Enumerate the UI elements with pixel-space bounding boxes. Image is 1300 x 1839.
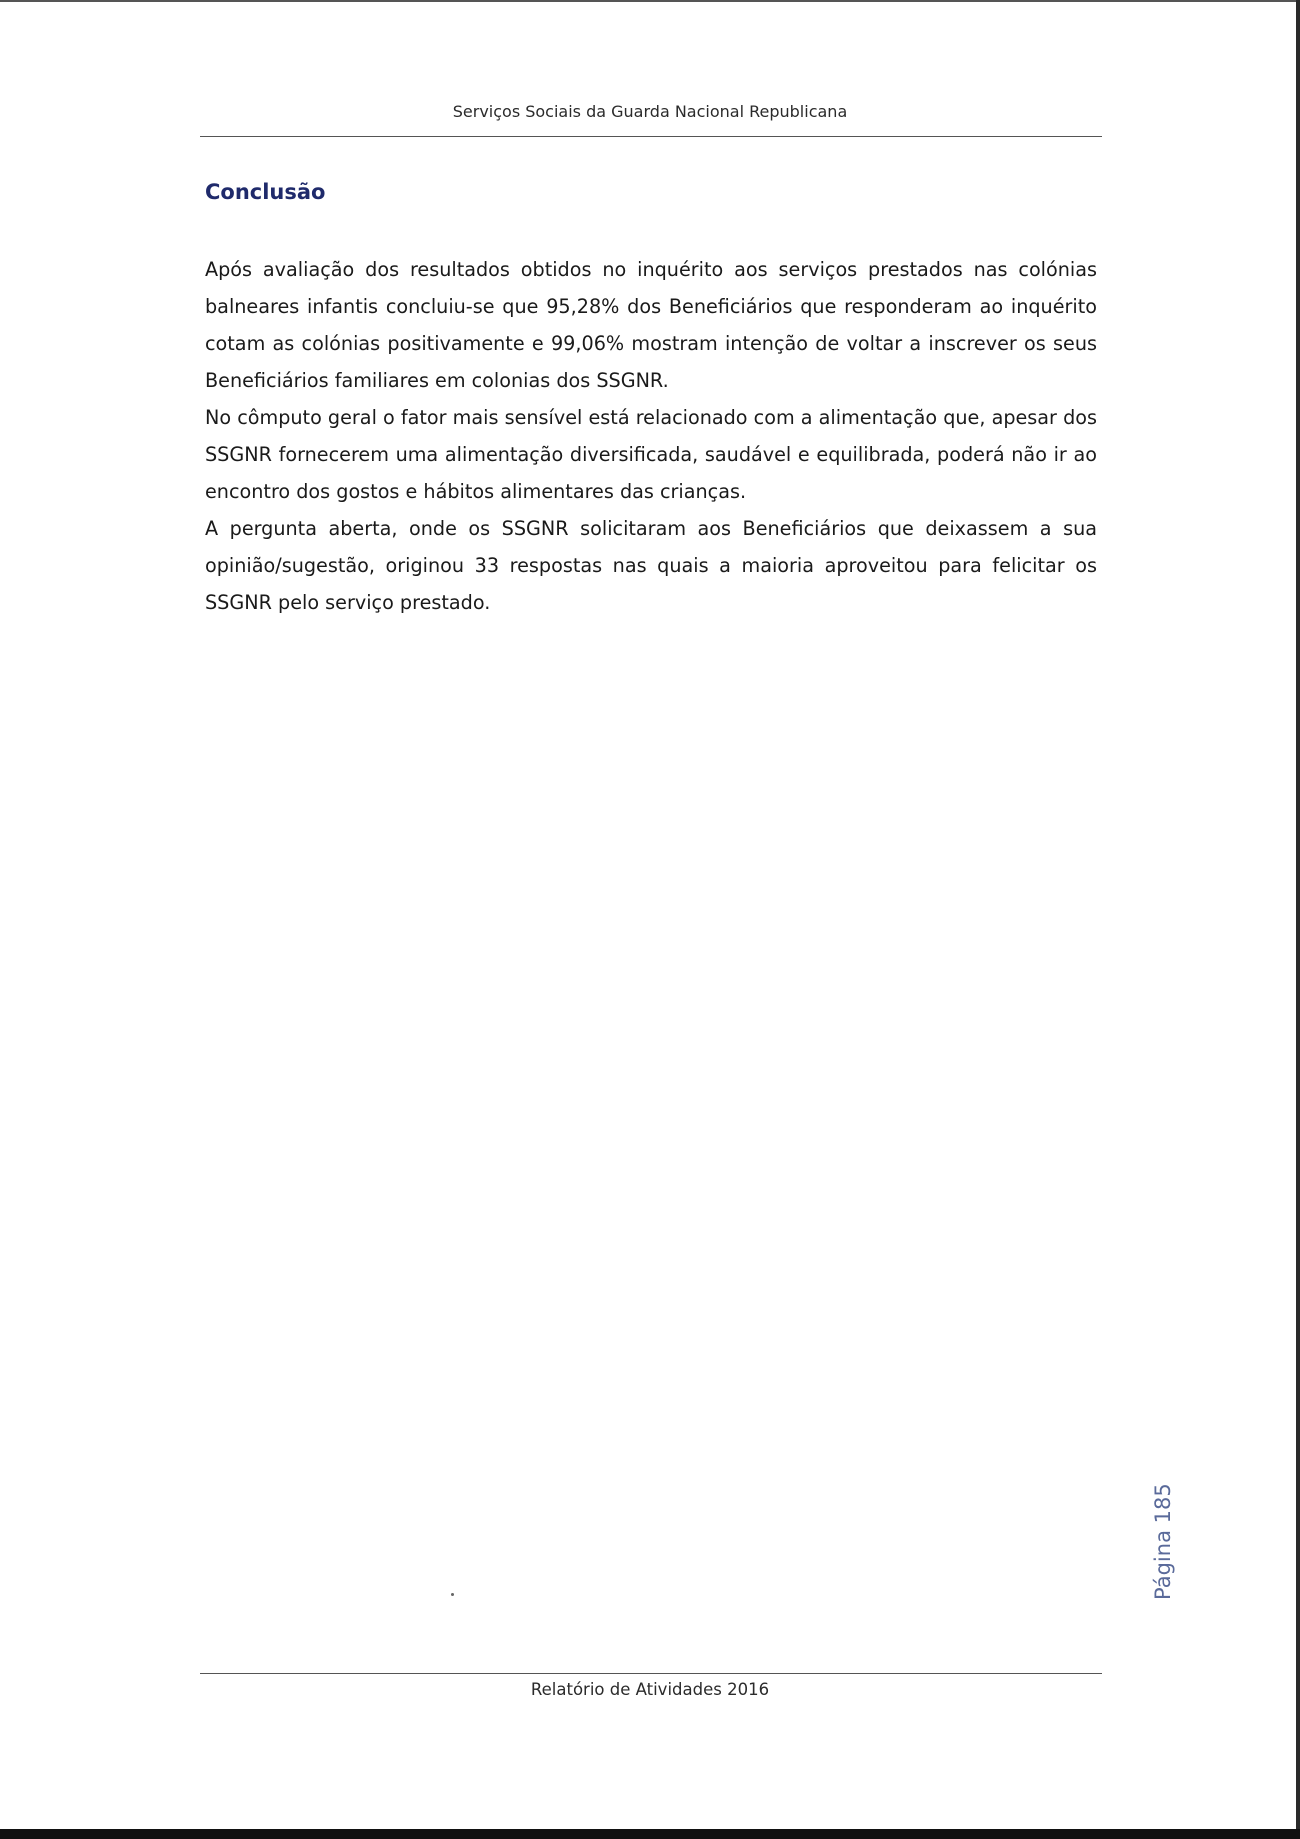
scan-edge-right <box>1296 0 1300 1839</box>
header-divider <box>200 136 1102 137</box>
paragraph-2: No cômputo geral o fator mais sensível está relacionado com a alimentação que, apesar dos SSGNR fornecerem uma alimentação diversificada, saudável e equilibrada, poderá não ir ao encontro dos gostos e hábitos alimentares das crianças. <box>205 406 1097 503</box>
page-header: Serviços Sociais da Guarda Nacional Republicana <box>452 102 848 121</box>
section-body <box>205 251 1097 621</box>
page-number: Página 185 <box>1151 1483 1175 1600</box>
scan-edge-top <box>0 0 1300 2</box>
scan-edge-bottom <box>0 1829 1300 1839</box>
footer-divider <box>200 1673 1102 1674</box>
paragraph-1: Após avaliação dos resultados obtidos no inquérito aos serviços prestados nas colónias balneares infantis concluiu-se que 95,28% dos Beneficiários que responderam ao inquérito cotam as colónias positivamente e 99,06% mostram intenção de voltar a inscrever os seus Beneficiários familiares em colonias dos SSGNR. <box>205 258 1097 392</box>
scan-speck <box>451 1593 454 1596</box>
page-footer: Relatório de Atividades 2016 <box>530 1680 770 1699</box>
section-title: Conclusão <box>205 180 326 204</box>
paragraph-3: A pergunta aberta, onde os SSGNR solicitaram aos Beneficiários que deixassem a sua opinião/sugestão, originou 33 respostas nas quais a maioria aproveitou para felicitar os SSGNR pelo serviço prestado. <box>205 517 1097 614</box>
